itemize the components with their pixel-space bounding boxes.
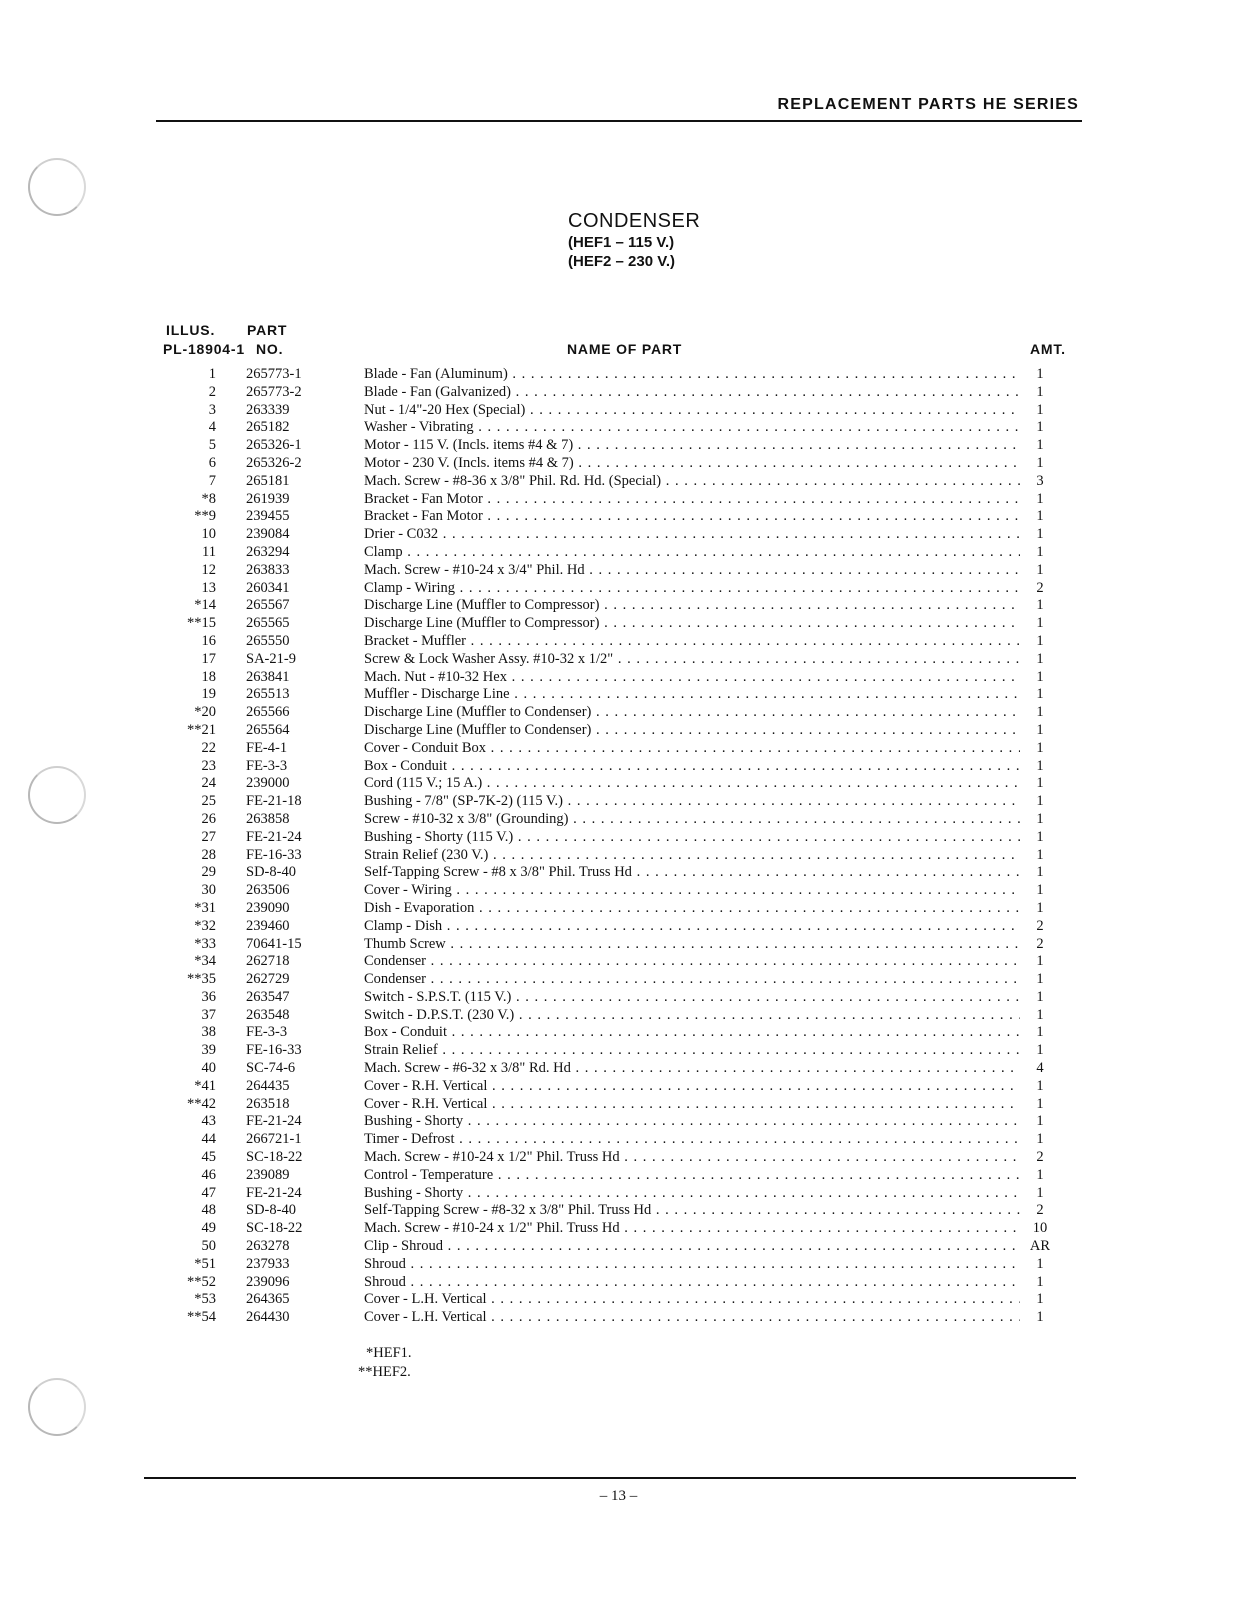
part-number: 239000 — [246, 775, 290, 792]
col-name: NAME OF PART — [567, 341, 683, 357]
table-row — [160, 936, 1080, 954]
part-number: 265773-1 — [246, 366, 302, 382]
table-row — [160, 526, 1080, 544]
part-number: 265182 — [246, 419, 290, 436]
table-row — [160, 1060, 1080, 1078]
part-name: Shroud . . . — [364, 1274, 1020, 1292]
part-name: Motor - 115 V. (Incls. items #4 & 7) . . . — [364, 437, 1020, 455]
part-name: Cover - R.H. Vertical . . . — [364, 1096, 1020, 1114]
part-number: FE-4-1 — [246, 739, 288, 756]
part-number: FE-21-18 — [246, 793, 302, 810]
part-name: Muffler - Discharge Line . . . — [364, 686, 1020, 704]
part-name: Bushing - Shorty . . . — [364, 1113, 1020, 1131]
part-number: 260341 — [246, 579, 290, 596]
table-row — [160, 455, 1080, 473]
table-row — [160, 633, 1080, 651]
illus-number: *53 — [194, 1291, 216, 1308]
part-name: Blade - Fan (Galvanized) . . . — [364, 384, 1020, 402]
part-amount: 1 — [1036, 1131, 1044, 1148]
part-name: Clamp . . . — [364, 544, 1020, 562]
illus-number: 6 — [208, 454, 216, 471]
illus-number: 47 — [201, 1184, 216, 1201]
part-number: 264365 — [246, 1291, 290, 1308]
part-number: 265326-1 — [246, 437, 302, 454]
table-row — [160, 1131, 1080, 1149]
part-name: Control - Temperature . . . — [364, 1167, 1020, 1185]
table-row — [160, 864, 1080, 882]
part-amount: 2 — [1036, 1149, 1044, 1166]
part-number: 239084 — [246, 526, 290, 543]
table-row — [160, 1220, 1080, 1238]
part-name: Box - Conduit . . . — [364, 1024, 1020, 1042]
part-amount: 1 — [1036, 721, 1044, 738]
part-number: 239089 — [246, 1166, 290, 1183]
part-number: 265564 — [246, 721, 290, 738]
table-row — [160, 704, 1080, 722]
part-amount: 2 — [1036, 917, 1044, 934]
illus-number: *33 — [194, 935, 216, 952]
part-number: 263858 — [246, 810, 290, 827]
part-number: 70641-15 — [246, 935, 302, 952]
part-number: 263548 — [246, 1006, 290, 1023]
illus-number: 13 — [201, 579, 216, 596]
table-row — [160, 669, 1080, 687]
part-amount: 1 — [1036, 810, 1044, 827]
part-name: Discharge Line (Muffler to Condenser) . . . — [364, 722, 1020, 740]
part-name: Cover - Wiring . . . — [364, 882, 1020, 900]
part-amount: 1 — [1036, 668, 1044, 685]
illus-number: 38 — [201, 1024, 216, 1041]
part-name: Switch - S.P.S.T. (115 V.) . . . — [364, 989, 1020, 1007]
table-row — [160, 1024, 1080, 1042]
illus-number: 23 — [201, 757, 216, 774]
part-number: 265550 — [246, 632, 290, 649]
part-amount: 1 — [1036, 971, 1044, 988]
illus-number: 5 — [208, 437, 216, 454]
part-name: Motor - 230 V. (Incls. items #4 & 7) . . . — [364, 455, 1020, 473]
part-amount: 1 — [1036, 1113, 1044, 1130]
part-number: 263506 — [246, 882, 290, 899]
part-amount: 1 — [1036, 561, 1044, 578]
table-row — [160, 758, 1080, 776]
part-name: Cord (115 V.; 15 A.) . . . — [364, 775, 1020, 793]
illus-number: **15 — [187, 615, 216, 632]
illus-number: **9 — [194, 508, 216, 525]
table-row — [160, 900, 1080, 918]
part-amount: 1 — [1036, 846, 1044, 863]
header-rule — [156, 120, 1082, 122]
table-row — [160, 953, 1080, 971]
part-number: FE-3-3 — [246, 757, 288, 774]
illus-number: 18 — [201, 668, 216, 685]
illus-number: *31 — [194, 899, 216, 916]
part-amount: 1 — [1036, 401, 1044, 418]
part-amount: 1 — [1036, 1042, 1044, 1059]
illus-number: 11 — [202, 543, 216, 560]
illus-number: 43 — [201, 1113, 216, 1130]
page-number: – 13 – — [599, 1488, 638, 1504]
col-part-bottom: NO. — [256, 341, 284, 357]
illus-number: *41 — [194, 1077, 216, 1094]
part-amount: 2 — [1036, 935, 1044, 952]
table-row — [160, 1256, 1080, 1274]
illus-number: 10 — [201, 526, 216, 543]
part-number: SC-18-22 — [246, 1220, 303, 1237]
table-row — [160, 615, 1080, 633]
table-row — [160, 971, 1080, 989]
part-number: 263547 — [246, 988, 290, 1005]
illus-number: 22 — [201, 739, 216, 756]
part-name: Bracket - Fan Motor . . . — [364, 508, 1020, 526]
table-row — [160, 1096, 1080, 1114]
part-name: Washer - Vibrating . . . — [364, 419, 1020, 437]
part-amount: 4 — [1036, 1060, 1044, 1077]
part-number: SA-21-9 — [246, 650, 296, 667]
table-row — [160, 686, 1080, 704]
part-name: Drier - C032 . . . — [364, 526, 1020, 544]
table-row — [160, 1167, 1080, 1185]
illus-number: *32 — [194, 917, 216, 934]
punch-hole-bottom — [28, 1378, 86, 1436]
part-amount: 1 — [1036, 632, 1044, 649]
part-amount: 1 — [1036, 686, 1044, 703]
footnote-hef1: *HEF1. — [366, 1345, 412, 1361]
part-amount: 1 — [1036, 899, 1044, 916]
part-amount: 1 — [1036, 864, 1044, 881]
illus-number: 36 — [201, 988, 216, 1005]
part-name: Clip - Shroud . . . — [364, 1238, 1020, 1256]
illus-number: 4 — [208, 419, 216, 436]
table-row — [160, 473, 1080, 491]
part-name: Blade - Fan (Aluminum) . . . — [364, 366, 1020, 384]
table-row — [160, 437, 1080, 455]
part-amount: 1 — [1036, 1273, 1044, 1290]
part-amount: 1 — [1036, 828, 1044, 845]
illus-number: 49 — [201, 1220, 216, 1237]
part-number: 263833 — [246, 561, 290, 578]
illus-number: **21 — [187, 721, 216, 738]
part-number: FE-21-24 — [246, 1184, 302, 1201]
part-number: FE-21-24 — [246, 828, 302, 845]
part-name: Mach. Screw - #10-24 x 1/2" Phil. Truss Hd . . . — [364, 1149, 1020, 1167]
part-number: SD-8-40 — [246, 1202, 296, 1219]
part-number: 264430 — [246, 1309, 290, 1326]
illus-number: 16 — [201, 632, 216, 649]
part-name: Bushing - 7/8" (SP-7K-2) (115 V.) . . . — [364, 793, 1020, 811]
illus-number: 7 — [208, 472, 216, 489]
part-amount: 1 — [1036, 793, 1044, 810]
part-number: 263841 — [246, 668, 290, 685]
part-number: 239460 — [246, 917, 290, 934]
part-amount: 2 — [1036, 1202, 1044, 1219]
illus-number: 44 — [201, 1131, 216, 1148]
part-number: SC-18-22 — [246, 1149, 303, 1166]
part-name: Mach. Screw - #6-32 x 3/8" Rd. Hd . . . — [364, 1060, 1020, 1078]
part-number: 265513 — [246, 686, 290, 703]
part-amount: 1 — [1036, 650, 1044, 667]
part-name: Discharge Line (Muffler to Compressor) . . . — [364, 597, 1020, 615]
table-row — [160, 419, 1080, 437]
part-amount: 1 — [1036, 366, 1044, 382]
illus-number: 1 — [208, 366, 216, 382]
illus-number: **35 — [187, 971, 216, 988]
part-number: SD-8-40 — [246, 864, 296, 881]
part-name: Bracket - Muffler . . . — [364, 633, 1020, 651]
part-name: Self-Tapping Screw - #8 x 3/8" Phil. Truss Hd . . . — [364, 864, 1020, 882]
illus-number: 27 — [201, 828, 216, 845]
table-row — [160, 384, 1080, 402]
part-amount: 2 — [1036, 579, 1044, 596]
part-name: Clamp - Dish . . . — [364, 918, 1020, 936]
part-number: 265565 — [246, 615, 290, 632]
part-amount: 1 — [1036, 757, 1044, 774]
part-amount: 1 — [1036, 419, 1044, 436]
part-name: Mach. Screw - #10-24 x 3/4" Phil. Hd . . . — [364, 562, 1020, 580]
table-row — [160, 544, 1080, 562]
col-illus-bottom: PL-18904-1 — [163, 341, 245, 357]
table-row — [160, 402, 1080, 420]
part-amount: 1 — [1036, 988, 1044, 1005]
part-name: Nut - 1/4"-20 Hex (Special) . . . — [364, 402, 1020, 420]
part-number: FE-16-33 — [246, 1042, 302, 1059]
part-amount: 1 — [1036, 383, 1044, 400]
table-row — [160, 1309, 1080, 1327]
illus-number: 40 — [201, 1060, 216, 1077]
part-amount: 1 — [1036, 490, 1044, 507]
part-number: 261939 — [246, 490, 290, 507]
table-row — [160, 491, 1080, 509]
part-number: 263294 — [246, 543, 290, 560]
part-number: 263518 — [246, 1095, 290, 1112]
footer-rule — [144, 1477, 1076, 1479]
part-name: Cover - R.H. Vertical . . . — [364, 1078, 1020, 1096]
part-amount: 1 — [1036, 1291, 1044, 1308]
part-number: 265567 — [246, 597, 290, 614]
part-amount: 3 — [1036, 472, 1044, 489]
part-number: 265566 — [246, 704, 290, 721]
table-row — [160, 775, 1080, 793]
illus-number: *14 — [194, 597, 216, 614]
part-amount: 1 — [1036, 597, 1044, 614]
part-name: Screw - #10-32 x 3/8" (Grounding) . . . — [364, 811, 1020, 829]
illus-number: 30 — [201, 882, 216, 899]
part-amount: 1 — [1036, 1095, 1044, 1112]
table-row — [160, 597, 1080, 615]
table-row — [160, 1202, 1080, 1220]
part-name: Shroud . . . — [364, 1256, 1020, 1274]
part-name: Mach. Screw - #10-24 x 1/2" Phil. Truss Hd . . . — [364, 1220, 1020, 1238]
part-amount: 1 — [1036, 1006, 1044, 1023]
part-amount: 1 — [1036, 1166, 1044, 1183]
illus-number: 39 — [201, 1042, 216, 1059]
part-number: 266721-1 — [246, 1131, 302, 1148]
table-row — [160, 1291, 1080, 1309]
illus-number: 19 — [201, 686, 216, 703]
part-amount: 1 — [1036, 1309, 1044, 1326]
part-amount: 1 — [1036, 615, 1044, 632]
part-amount: 1 — [1036, 1184, 1044, 1201]
part-name: Screw & Lock Washer Assy. #10-32 x 1/2" . . . — [364, 651, 1020, 669]
illus-number: 46 — [201, 1166, 216, 1183]
part-amount: 1 — [1036, 882, 1044, 899]
part-amount: 1 — [1036, 1024, 1044, 1041]
illus-number: 28 — [201, 846, 216, 863]
part-name: Discharge Line (Muffler to Condenser) . . . — [364, 704, 1020, 722]
col-part-top: PART — [247, 322, 288, 338]
part-number: 262718 — [246, 953, 290, 970]
table-row — [160, 722, 1080, 740]
part-amount: 10 — [1032, 1220, 1048, 1237]
footnote-hef2: **HEF2. — [358, 1364, 411, 1380]
part-number: 264435 — [246, 1077, 290, 1094]
part-name: Condenser . . . — [364, 971, 1020, 989]
punch-hole-middle — [28, 766, 86, 824]
illus-number: 12 — [201, 561, 216, 578]
part-amount: 1 — [1036, 526, 1044, 543]
part-amount: 1 — [1036, 775, 1044, 792]
table-row — [160, 793, 1080, 811]
table-row — [160, 1274, 1080, 1292]
table-row — [160, 1078, 1080, 1096]
punch-hole-top — [28, 158, 86, 216]
part-number: FE-21-24 — [246, 1113, 302, 1130]
section-title: CONDENSER — [568, 210, 701, 232]
part-name: Condenser . . . — [364, 953, 1020, 971]
part-name: Dish - Evaporation . . . — [364, 900, 1020, 918]
table-row — [160, 1042, 1080, 1060]
part-amount: 1 — [1036, 739, 1044, 756]
illus-number: 37 — [201, 1006, 216, 1023]
table-row — [160, 740, 1080, 758]
part-name: Cover - L.H. Vertical . . . — [364, 1291, 1020, 1309]
page-header-title: REPLACEMENT PARTS HE SERIES — [777, 96, 1079, 113]
illus-number: 26 — [201, 810, 216, 827]
part-amount: 1 — [1036, 508, 1044, 525]
table-row — [160, 1149, 1080, 1167]
illus-number: 45 — [201, 1149, 216, 1166]
table-row — [160, 847, 1080, 865]
part-name: Clamp - Wiring . . . — [364, 580, 1020, 598]
illus-number: 25 — [201, 793, 216, 810]
illus-number: **54 — [187, 1309, 216, 1326]
illus-number: 48 — [201, 1202, 216, 1219]
part-name: Box - Conduit . . . — [364, 758, 1020, 776]
illus-number: 3 — [208, 401, 216, 418]
illus-number: **52 — [187, 1273, 216, 1290]
part-number: 265773-2 — [246, 383, 302, 400]
parts-list — [160, 366, 1080, 1327]
part-name: Cover - L.H. Vertical . . . — [364, 1309, 1020, 1327]
table-row — [160, 882, 1080, 900]
illus-number: 29 — [201, 864, 216, 881]
col-illus-top: ILLUS. — [166, 322, 216, 338]
part-number: FE-16-33 — [246, 846, 302, 863]
part-amount: 1 — [1036, 1255, 1044, 1272]
part-amount: 1 — [1036, 454, 1044, 471]
table-row — [160, 989, 1080, 1007]
table-row — [160, 829, 1080, 847]
illus-number: *34 — [194, 953, 216, 970]
section-title-block — [568, 210, 700, 271]
illus-number: *51 — [194, 1255, 216, 1272]
illus-number: 17 — [201, 650, 216, 667]
part-number: FE-3-3 — [246, 1024, 288, 1041]
part-name: Timer - Defrost . . . — [364, 1131, 1020, 1149]
part-amount: 1 — [1036, 953, 1044, 970]
part-name: Self-Tapping Screw - #8-32 x 3/8" Phil. Truss Hd . . . — [364, 1202, 1020, 1220]
part-amount: 1 — [1036, 437, 1044, 454]
table-row — [160, 918, 1080, 936]
part-number: 263278 — [246, 1238, 290, 1255]
table-row — [160, 366, 1080, 384]
part-name: Cover - Conduit Box . . . — [364, 740, 1020, 758]
part-name: Bushing - Shorty . . . — [364, 1185, 1020, 1203]
part-name: Bushing - Shorty (115 V.) . . . — [364, 829, 1020, 847]
illus-number: *20 — [194, 704, 216, 721]
part-number: 265181 — [246, 472, 290, 489]
part-name: Thumb Screw . . . — [364, 936, 1020, 954]
table-row — [160, 1007, 1080, 1025]
table-row — [160, 562, 1080, 580]
part-name: Mach. Nut - #10-32 Hex . . . — [364, 669, 1020, 687]
illus-number: 2 — [208, 383, 216, 400]
model-line-2: (HEF2 – 230 V.) — [568, 253, 675, 270]
model-line-1: (HEF1 – 115 V.) — [568, 234, 675, 251]
part-number: 237933 — [246, 1255, 290, 1272]
part-number: SC-74-6 — [246, 1060, 296, 1077]
part-number: 263339 — [246, 401, 290, 418]
part-number: 265326-2 — [246, 454, 302, 471]
illus-number: **42 — [187, 1095, 216, 1112]
table-row — [160, 580, 1080, 598]
part-name: Strain Relief (230 V.) . . . — [364, 847, 1020, 865]
table-row — [160, 811, 1080, 829]
illus-number: *8 — [201, 490, 216, 507]
part-name: Switch - D.P.S.T. (230 V.) . . . — [364, 1007, 1020, 1025]
table-row — [160, 1185, 1080, 1203]
part-amount: 1 — [1036, 1077, 1044, 1094]
part-amount: 1 — [1036, 543, 1044, 560]
col-amt: AMT. — [1030, 341, 1066, 357]
part-number: 239096 — [246, 1273, 290, 1290]
part-number: 262729 — [246, 971, 290, 988]
part-number: 239455 — [246, 508, 290, 525]
part-amount: 1 — [1036, 704, 1044, 721]
table-row — [160, 651, 1080, 669]
table-row — [160, 508, 1080, 526]
part-number: 239090 — [246, 899, 290, 916]
part-name: Strain Relief . . . — [364, 1042, 1020, 1060]
table-row — [160, 1113, 1080, 1131]
footnotes — [358, 1344, 412, 1382]
part-name: Mach. Screw - #8-36 x 3/8" Phil. Rd. Hd. (Special) . . . — [364, 473, 1020, 491]
table-row — [160, 1238, 1080, 1256]
illus-number: 50 — [201, 1238, 216, 1255]
part-amount: AR — [1029, 1238, 1051, 1255]
illus-number: 24 — [201, 775, 216, 792]
part-name: Bracket - Fan Motor . . . — [364, 491, 1020, 509]
part-name: Discharge Line (Muffler to Compressor) . . . — [364, 615, 1020, 633]
